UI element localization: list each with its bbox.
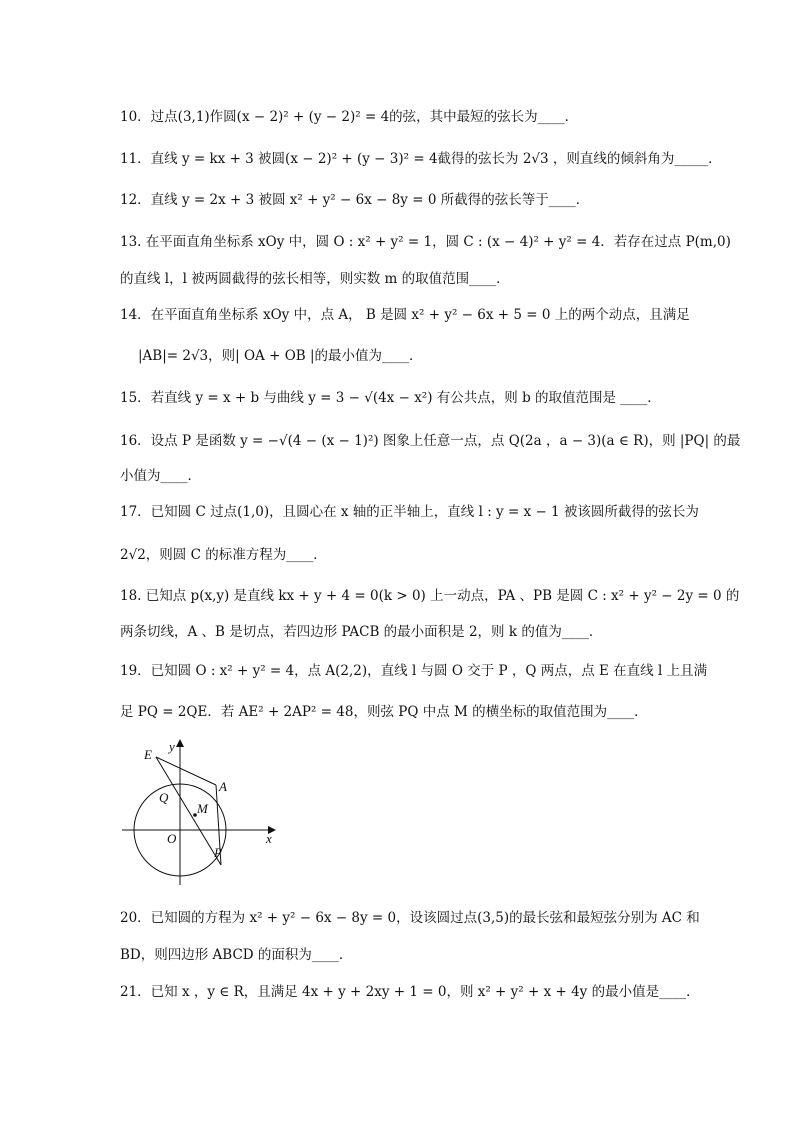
problem-16-continued: 小值为____．: [120, 468, 201, 484]
label-E: E: [144, 747, 152, 762]
problem-11: 11．直线 y = kx + 3 被圆(x − 2)² + (y − 3)² = 4截得的弦长为 2√3 ，则直线的倾斜角为_____．: [120, 151, 722, 167]
label-x-axis: x: [266, 831, 272, 846]
label-M: M: [197, 801, 208, 816]
problem-10: 10．过点(3,1)作圆(x − 2)² + (y − 2)² = 4的弦，其中最短的弦长为____．: [120, 109, 579, 125]
problem-13: 13. 在平面直角坐标系 xOy 中，圆 O : x² + y² = 1，圆 C : (x − 4)² + y² = 4．若存在过点 P(m,0): [120, 234, 731, 250]
problem-13-continued: 的直线 l，l 被两圆截得的弦长相等，则实数 m 的取值范围____．: [120, 271, 510, 287]
problem-17-continued: 2√2，则圆 C 的标准方程为____．: [120, 547, 327, 563]
problem-18-continued: 两条切线，A 、B 是切点，若四边形 PACB 的最小面积是 2，则 k 的值为____．: [120, 624, 603, 640]
problem-19: 19．已知圆 O : x² + y² = 4，点 A(2,2)，直线 l 与圆 O 交于 P ，Q 两点，点 E 在直线 l 上且满: [120, 663, 708, 679]
label-y-axis: y: [169, 739, 175, 754]
label-A: A: [219, 779, 227, 794]
problem-18: 18. 已知点 p(x,y) 是直线 kx + y + 4 = 0(k > 0) 上一动点，PA 、PB 是圆 C : x² + y² − 2y = 0 的: [120, 588, 740, 604]
problem-14: 14．在平面直角坐标系 xOy 中，点 A， B 是圆 x² + y² − 6x + 5 = 0 上的两个动点，且满足: [120, 307, 690, 323]
label-O: O: [167, 831, 177, 846]
problem-19-figure: [118, 735, 288, 890]
problem-20: 20．已知圆的方程为 x² + y² − 6x − 8y = 0，设该圆过点(3,5)的最长弦和最短弦分别为 AC 和: [120, 910, 700, 926]
problem-14-continued: |AB|= 2√3，则| OA + OB |的最小值为____．: [138, 348, 423, 364]
problem-20-continued: BD，则四边形 ABCD 的面积为____．: [120, 947, 353, 963]
problem-19-continued: 足 PQ = 2QE．若 AE² + 2AP² = 48，则弦 PQ 中点 M 的横坐标的取值范围为____．: [120, 704, 648, 720]
problem-21: 21．已知 x ，y ∈ R，且满足 4x + y + 2xy + 1 = 0，则 x² + y² + x + 4y 的最小值是____．: [120, 984, 700, 1000]
problem-16: 16．设点 P 是函数 y = −√(4 − (x − 1)²) 图象上任意一点，点 Q(2a ，a − 3)(a ∈ R)，则 |PQ| 的最: [120, 433, 741, 449]
label-P: P: [214, 845, 222, 860]
problem-17: 17．已知圆 C 过点(1,0)，且圆心在 x 轴的正半轴上，直线 l : y = x − 1 被该圆所截得的弦长为: [120, 504, 699, 520]
label-Q: Q: [159, 790, 169, 805]
problem-12: 12．直线 y = 2x + 3 被圆 x² + y² − 6x − 8y = 0 所截得的弦长等于____．: [120, 192, 590, 208]
problem-15: 15．若直线 y = x + b 与曲线 y = 3 − √(4x − x²) 有公共点，则 b 的取值范围是 ____．: [120, 390, 661, 406]
